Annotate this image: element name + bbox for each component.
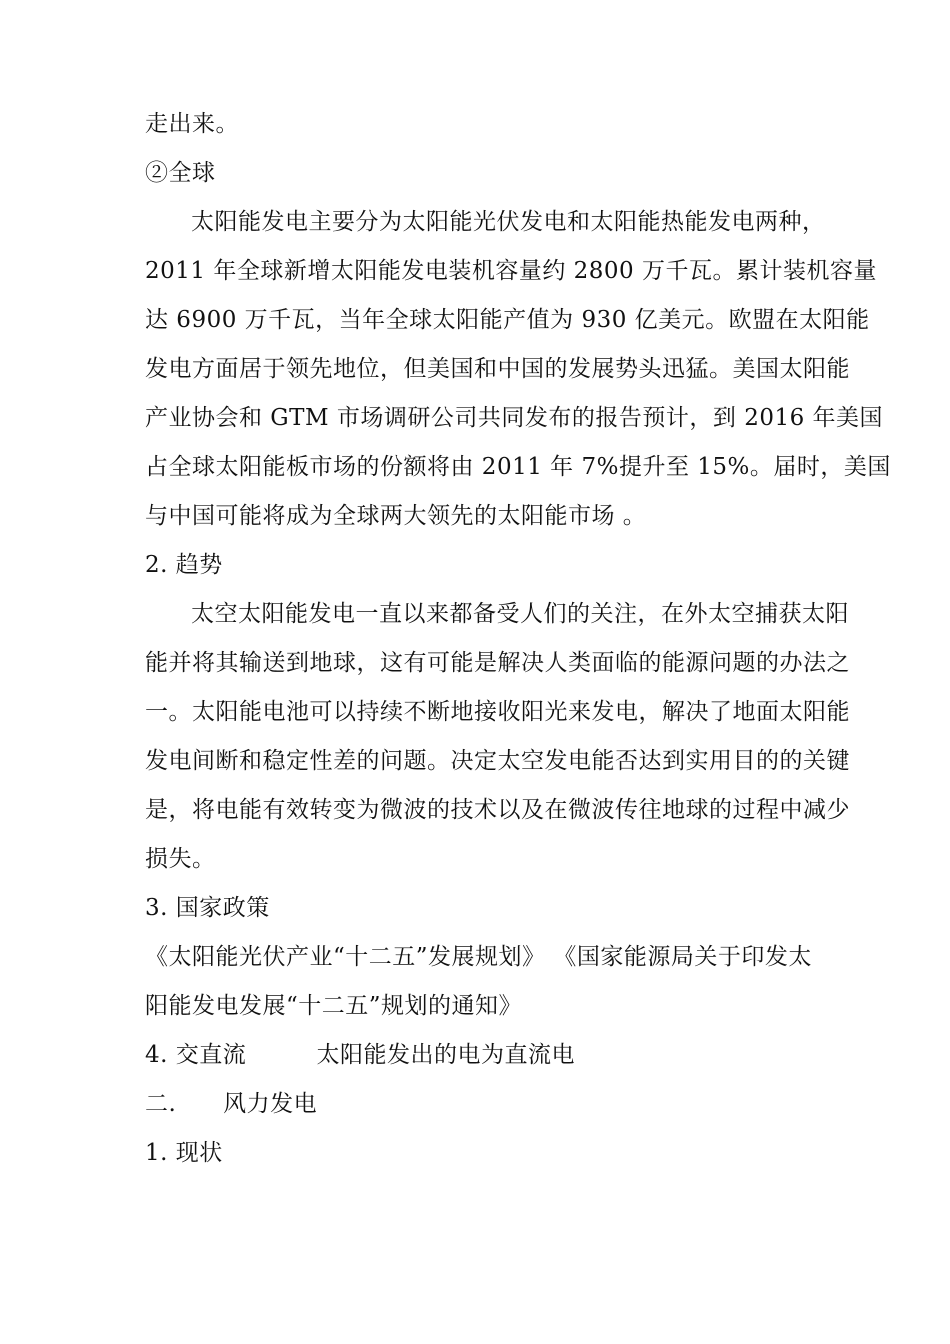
text-line: 走出来。 <box>145 111 239 137</box>
paragraph-line: 发电方面居于领先地位，但美国和中国的发展势头迅猛。美国太阳能 <box>145 356 850 382</box>
paragraph-line: 阳能发电发展“十二五”规划的通知》 <box>145 993 523 1019</box>
section-heading: 3. 国家政策 <box>145 895 270 921</box>
paragraph-line: 太阳能发电主要分为太阳能光伏发电和太阳能热能发电两种， <box>191 209 826 235</box>
section-heading: 2. 趋势 <box>145 552 223 578</box>
paragraph-line: 《太阳能光伏产业“十二五”发展规划》 《国家能源局关于印发太 <box>145 944 812 970</box>
section-heading: 1. 现状 <box>145 1140 223 1166</box>
paragraph-line: 占全球太阳能板市场的份额将由 2011 年 7%提升至 15%。届时，美国 <box>145 454 891 480</box>
paragraph-line: 损失。 <box>145 846 216 872</box>
paragraph-line: 2011 年全球新增太阳能发电装机容量约 2800 万千瓦。累计装机容量 <box>145 258 877 284</box>
paragraph-line: 太空太阳能发电一直以来都备受人们的关注，在外太空捕获太阳 <box>191 601 849 627</box>
section-heading: 4. 交直流 太阳能发出的电为直流电 <box>145 1042 576 1068</box>
section-heading: ②全球 <box>145 160 216 186</box>
paragraph-line: 发电间断和稳定性差的问题。决定太空发电能否达到实用目的的关键 <box>145 748 850 774</box>
paragraph-line: 一。太阳能电池可以持续不断地接收阳光来发电，解决了地面太阳能 <box>145 699 850 725</box>
paragraph-line: 产业协会和 GTM 市场调研公司共同发布的报告预计，到 2016 年美国 <box>145 405 884 431</box>
chapter-heading: 二. 风力发电 <box>145 1091 318 1117</box>
document-page <box>145 100 891 1178</box>
paragraph-line: 达 6900 万千瓦，当年全球太阳能产值为 930 亿美元。欧盟在太阳能 <box>145 307 870 333</box>
paragraph-line: 能并将其输送到地球，这有可能是解决人类面临的能源问题的办法之 <box>145 650 850 676</box>
paragraph-line: 是，将电能有效转变为微波的技术以及在微波传往地球的过程中减少 <box>145 797 850 823</box>
paragraph-line: 与中国可能将成为全球两大领先的太阳能市场 。 <box>145 503 647 529</box>
